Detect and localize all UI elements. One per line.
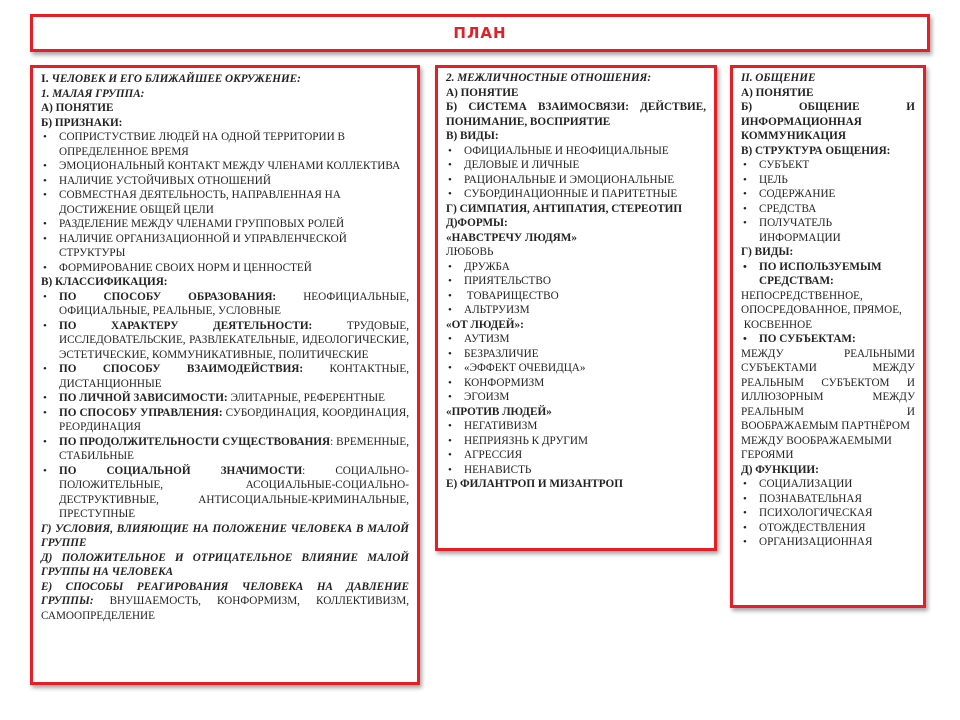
list-item: • НЕНАВИСТЬ	[446, 463, 706, 478]
list-item: • РАЗДЕЛЕНИЕ МЕЖДУ ЧЛЕНАМИ ГРУППОВЫХ РОЛЕЙ	[41, 217, 409, 232]
list-item: • СОДЕРЖАНИЕ	[741, 187, 915, 202]
list-item: • НАЛИЧИЕ УСТОЙЧИВЫХ ОТНОШЕНИЙ	[41, 174, 409, 189]
title-box	[30, 14, 930, 52]
list-item: • СОВМЕСТНАЯ ДЕЯТЕЛЬНОСТЬ, НАПРАВЛЕННАЯ НА ДОСТИЖЕНИЕ ОБЩЕЙ ЦЕЛИ	[41, 188, 409, 217]
item-signs: Б) ПРИЗНАКИ:	[41, 116, 123, 129]
signs-list	[41, 130, 409, 275]
list-item: • ЭГОИЗМ	[446, 390, 706, 405]
page-title: ПЛАН	[453, 24, 507, 42]
list-item: • АЛЬТРУИЗМ	[446, 303, 706, 318]
list-item: • ПОЛУЧАТЕЛЬ ИНФОРМАЦИИ	[741, 216, 915, 245]
form-love: ЛЮБОВЬ	[446, 246, 494, 258]
list-item: • НАЛИЧИЕ ОРГАНИЗАЦИОННОЙ И УПРАВЛЕНЧЕСКОЙ СТРУКТУРЫ	[41, 232, 409, 261]
list-item: • СРЕДСТВА	[741, 202, 915, 217]
item-philanthropist: Е) ФИЛАНТРОП И МИЗАНТРОП	[446, 478, 623, 490]
list-item: • ПРИЯТЕЛЬСТВО	[446, 274, 706, 289]
list-item: • ПОЗНАВАТЕЛЬНАЯ	[741, 492, 915, 507]
item-communication-info: Б) ОБЩЕНИЕ И ИНФОРМАЦИОННАЯ КОММУНИКАЦИЯ	[741, 101, 915, 142]
item-concept: А) ПОНЯТИЕ	[741, 86, 814, 99]
list-item: • «ЭФФЕКТ ОЧЕВИДЦА»	[446, 361, 706, 376]
item-concept: А) ПОНЯТИЕ	[41, 102, 114, 114]
section-communication	[730, 65, 926, 608]
list-item: • ПО ИСПОЛЬЗУЕМЫМ СРЕДСТВАМ:	[741, 260, 915, 289]
list-item: • ПО ЛИЧНОЙ ЗАВИСИМОСТИ: ЭЛИТАРНЫЕ, РЕФЕРЕНТНЫЕ	[41, 391, 409, 406]
subjects-last: МЕЖДУ ВООБРАЖАЕМЫМИ ГЕРОЯМИ	[741, 434, 892, 461]
item-concept: А) ПОНЯТИЕ	[446, 86, 519, 99]
item-forms: Д)ФОРМЫ:	[446, 217, 508, 229]
list-item: • ПО ХАРАКТЕРУ ДЕЯТЕЛЬНОСТИ: ТРУДОВЫЕ, ИССЛЕДОВАТЕЛЬСКИЕ, РАЗВЛЕКАТЕЛЬНЫЕ, ИДЕОЛОГИЧЕСКИЕ, ЭСТЕТИЧЕСКИЕ, КОММУНИКАТИВНЫЕ, ПОЛИТИЧЕСКИЕ	[41, 319, 409, 363]
list-item: • ПО СУБЪЕКТАМ:	[741, 332, 915, 347]
list-item: • ПСИХОЛОГИЧЕСКАЯ	[741, 506, 915, 521]
list-item: • ОРГАНИЗАЦИОННАЯ	[741, 535, 915, 550]
against-list	[446, 419, 706, 477]
structure-list	[741, 158, 915, 245]
list-item: • ПО СПОСОБУ ОБРАЗОВАНИЯ: НЕОФИЦИАЛЬНЫЕ, ОФИЦИАЛЬНЫЕ, РЕАЛЬНЫЕ, УСЛОВНЫЕ	[41, 290, 409, 319]
item-conditions: Г) УСЛОВИЯ, ВЛИЯЮЩИЕ НА ПОЛОЖЕНИЕ ЧЕЛОВЕКА В МАЛОЙ ГРУППЕ	[41, 522, 409, 549]
list-item: • ПО СПОСОБУ ВЗАИМОДЕЙСТВИЯ: КОНТАКТНЫЕ, ДИСТАНЦИОННЫЕ	[41, 362, 409, 391]
list-item: • ТОВАРИЩЕСТВО	[446, 289, 706, 304]
section-header: II. ОБЩЕНИЕ	[741, 72, 816, 84]
section-interpersonal-relations	[435, 65, 717, 551]
list-item: • РАЦИОНАЛЬНЫЕ И ЭМОЦИОНАЛЬНЫЕ	[446, 173, 706, 188]
types-by-subjects	[741, 332, 915, 347]
section-header: I. ЧЕЛОВЕК И ЕГО БЛИЖАЙШЕЕ ОКРУЖЕНИЕ:	[41, 71, 301, 85]
list-item: • ОФИЦИАЛЬНЫЕ И НЕОФИЦИАЛЬНЫЕ	[446, 144, 706, 159]
list-item: • ДЕЛОВЫЕ И ЛИЧНЫЕ	[446, 158, 706, 173]
form-against-people: «ПРОТИВ ЛЮДЕЙ»	[446, 405, 552, 418]
list-item: • НЕГАТИВИЗМ	[446, 419, 706, 434]
means-last: КОСВЕННОЕ	[741, 318, 813, 331]
from-list	[446, 332, 706, 405]
list-item: • ПО СПОСОБУ УПРАВЛЕНИЯ: СУБОРДИНАЦИЯ, КООРДИНАЦИЯ, РЕОРДИНАЦИЯ	[41, 406, 409, 435]
list-item: • ДРУЖБА	[446, 260, 706, 275]
list-item: • ОТОЖДЕСТВЛЕНИЯ	[741, 521, 915, 536]
subjects-text: МЕЖДУ РЕАЛЬНЫМИ СУБЪЕКТАМИ МЕЖДУ РЕАЛЬНЫМ СУБЪЕКТОМ И ИЛЛЮЗОРНЫМ МЕЖДУ РЕАЛЬНЫМ И ВООБРАЖАЕМЫМ ПАРТНЁРОМ	[741, 347, 915, 432]
section-header: 2. МЕЖЛИЧНОСТНЫЕ ОТНОШЕНИЯ:	[446, 72, 652, 84]
form-toward-people: «НАВСТРЕЧУ ЛЮДЯМ»	[446, 231, 577, 244]
item-system: Б) СИСТЕМА ВЗАИМОСВЯЗИ: ДЕЙСТВИЕ, ПОНИМАНИЕ, ВОСПРИЯТИЕ	[446, 101, 706, 128]
toward-list	[446, 260, 706, 318]
means-text: НЕПОСРЕДСТВЕННОЕ, ОПОСРЕДОВАННОЕ, ПРЯМОЕ,	[741, 289, 902, 316]
list-item: • СУБЪЕКТ	[741, 158, 915, 173]
list-item: • ЦЕЛЬ	[741, 173, 915, 188]
list-item: • АУТИЗМ	[446, 332, 706, 347]
list-item: • АГРЕССИЯ	[446, 448, 706, 463]
subsection-small-group: 1. МАЛАЯ ГРУППА:	[41, 87, 145, 100]
list-item: • НЕПРИЯЗНЬ К ДРУГИМ	[446, 434, 706, 449]
item-types: В) ВИДЫ:	[446, 130, 499, 142]
types-by-means	[741, 260, 915, 289]
section-person-environment	[30, 65, 420, 685]
item-sympathy: Г) СИМПАТИЯ, АНТИПАТИЯ, СТЕРЕОТИП	[446, 202, 683, 215]
functions-list	[741, 477, 915, 550]
types-list	[446, 144, 706, 202]
list-item: • СОПРИСТУСТВИЕ ЛЮДЕЙ НА ОДНОЙ ТЕРРИТОРИИ В ОПРЕДЕЛЕННОЕ ВРЕМЯ	[41, 130, 409, 159]
item-reaction: Е) СПОСОБЫ РЕАГИРОВАНИЯ ЧЕЛОВЕКА НА ДАВЛЕНИЕ ГРУППЫ: ВНУШАЕМОСТЬ, КОНФОРМИЗМ, КОЛЛЕКТИВИЗМ, САМООПРЕДЕЛЕНИЕ	[41, 580, 409, 622]
list-item: • СУБОРДИНАЦИОННЫЕ И ПАРИТЕТНЫЕ	[446, 187, 706, 202]
list-item: • БЕЗРАЗЛИЧИЕ	[446, 347, 706, 362]
item-types: Г) ВИДЫ:	[741, 246, 794, 258]
item-structure: В) СТРУКТУРА ОБЩЕНИЯ:	[741, 144, 891, 157]
list-item: • ПО СОЦИАЛЬНОЙ ЗНАЧИМОСТИ: СОЦИАЛЬНО-ПОЛОЖИТЕЛЬНЫЕ, АСОЦИАЛЬНЫЕ-СОЦИАЛЬНО-ДЕСТРУКТИВНЫЕ, АНТИСОЦИАЛЬНЫЕ-КРИМИНАЛЬНЫЕ, ПРЕСТУПНЫЕ	[41, 464, 409, 522]
classification-list	[41, 290, 409, 522]
list-item: • ФОРМИРОВАНИЕ СВОИХ НОРМ И ЦЕННОСТЕЙ	[41, 261, 409, 276]
list-item: • СОЦИАЛИЗАЦИИ	[741, 477, 915, 492]
form-from-people: «ОТ ЛЮДЕЙ»:	[446, 318, 524, 331]
list-item: • КОНФОРМИЗМ	[446, 376, 706, 391]
item-classification: В) КЛАССИФИКАЦИЯ:	[41, 276, 168, 288]
item-influence: Д) ПОЛОЖИТЕЛЬНОЕ И ОТРИЦАТЕЛЬНОЕ ВЛИЯНИЕ МАЛОЙ ГРУППЫ НА ЧЕЛОВЕКА	[41, 551, 409, 578]
list-item: • ЭМОЦИОНАЛЬНЫЙ КОНТАКТ МЕЖДУ ЧЛЕНАМИ КОЛЛЕКТИВА	[41, 159, 409, 174]
item-functions: Д) ФУНКЦИИ:	[741, 463, 819, 476]
list-item: • ПО ПРОДОЛЖИТЕЛЬНОСТИ СУЩЕСТВОВАНИЯ: ВРЕМЕННЫЕ, СТАБИЛЬНЫЕ	[41, 435, 409, 464]
